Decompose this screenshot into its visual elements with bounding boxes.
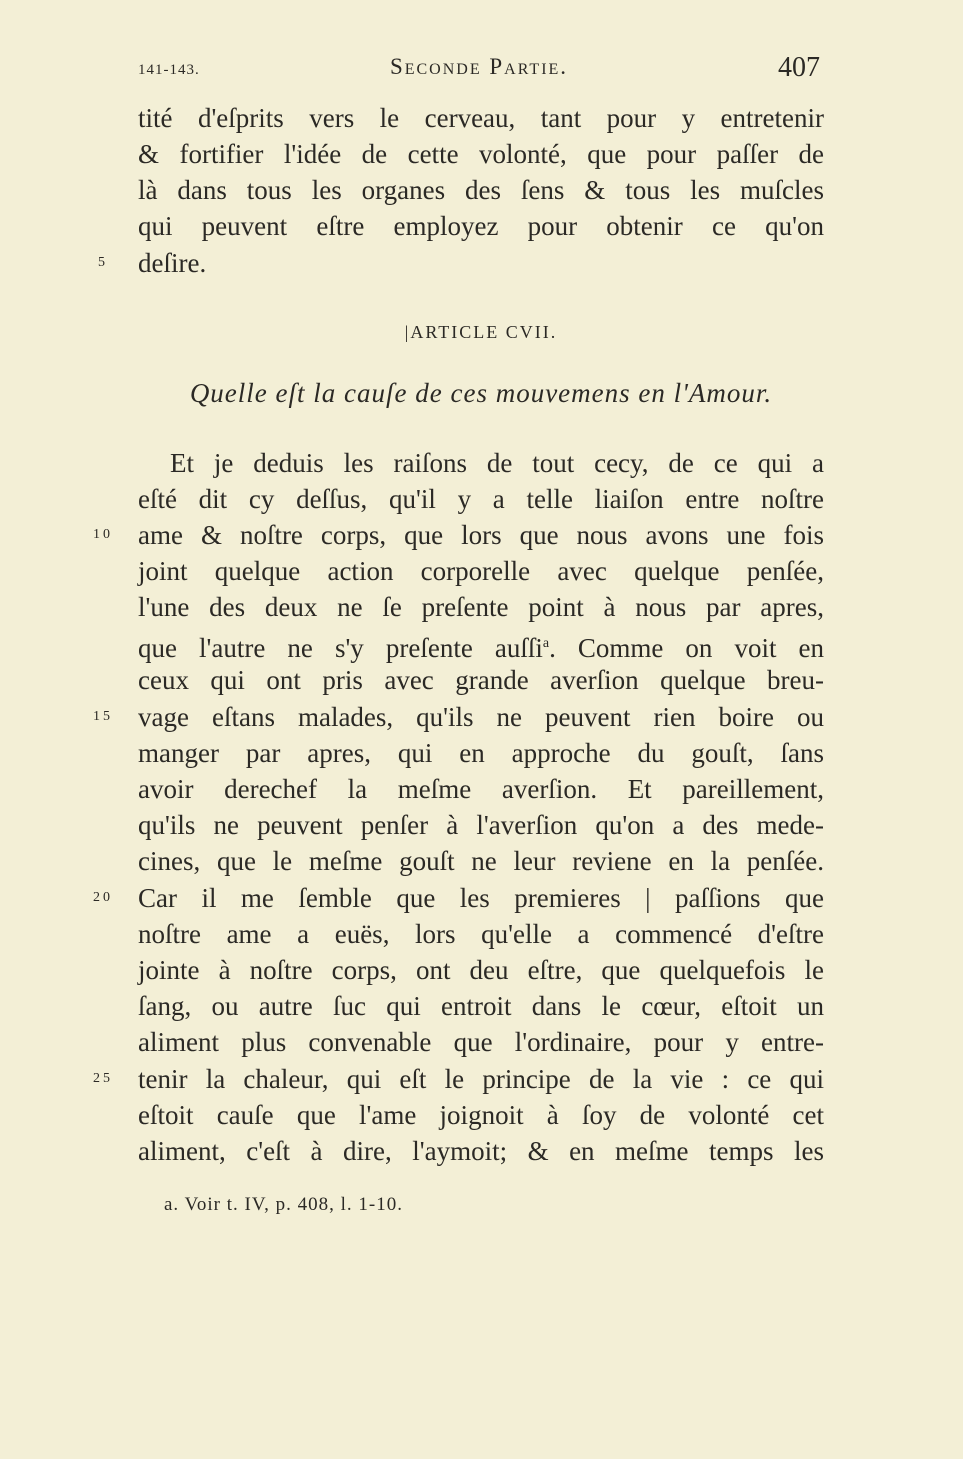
text-line: tité d'eſprits vers le cerveau, tant pour y entretenir bbox=[138, 103, 824, 133]
line-number: 25 bbox=[93, 1071, 113, 1086]
running-title: Seconde Partie. bbox=[389, 54, 569, 79]
text-line: Et je deduis les raiſons de tout cecy, de ce qui a bbox=[170, 448, 824, 478]
text-line: joint quelque action corporelle avec quelque penſée, bbox=[138, 556, 824, 586]
line-number: 20 bbox=[93, 890, 113, 905]
text-line: jointe à noſtre corps, ont deu eſtre, que quelquefois le bbox=[138, 955, 824, 985]
text-line: eſtoit cauſe que l'ame joignoit à ſoy de volonté cet bbox=[138, 1100, 824, 1130]
line-number: 15 bbox=[93, 709, 113, 724]
line-number: 10 bbox=[93, 527, 113, 542]
text-line: Car il me ſemble que les premieres | paſſions que bbox=[138, 883, 824, 913]
footnote: a. Voir t. IV, p. 408, l. 1-10. bbox=[164, 1194, 403, 1215]
running-head bbox=[138, 52, 820, 86]
text-line: qu'ils ne peuvent penſer à l'averſion qu'on a des mede- bbox=[138, 810, 824, 840]
text-line: noſtre ame a euës, lors qu'elle a commencé d'eſtre bbox=[138, 919, 824, 949]
article-heading: |ARTICLE CVII. bbox=[404, 322, 558, 342]
text-line: ceux qui ont pris avec grande averſion quelque breu- bbox=[138, 665, 824, 695]
text-line: cines, que le meſme gouſt ne leur reviene en la penſée. bbox=[138, 846, 824, 876]
line-number: 5 bbox=[98, 255, 108, 270]
text-line: tenir la chaleur, qui eſt le principe de la vie : ce qui bbox=[138, 1064, 824, 1094]
text-line: deſire. bbox=[138, 248, 207, 278]
text-line: eſté dit cy deſſus, qu'il y a telle liaiſon entre noſtre bbox=[138, 484, 824, 514]
text-line: manger par apres, qui en approche du gouſt, ſans bbox=[138, 738, 824, 768]
page-number: 407 bbox=[778, 52, 820, 83]
text-line bbox=[138, 626, 824, 662]
text-line: & fortifier l'idée de cette volonté, que pour paſſer de bbox=[138, 139, 824, 169]
article-subtitle: Quelle eſt la cauſe de ces mouvemens en l'Amour. bbox=[189, 378, 773, 408]
text-line: ſang, ou autre ſuc qui entroit dans le cœur, eſtoit un bbox=[138, 991, 824, 1021]
text-line: aliment plus convenable que l'ordinaire, pour y entre- bbox=[138, 1027, 824, 1057]
text-line: là dans tous les organes des ſens & tous les muſcles bbox=[138, 175, 824, 205]
text-line: l'une des deux ne ſe preſente point à nous par apres, bbox=[138, 592, 824, 622]
text-line: vage eſtans malades, qu'ils ne peuvent rien boire ou bbox=[138, 702, 824, 732]
text-line: avoir derechef la meſme averſion. Et pareillement, bbox=[138, 774, 824, 804]
text-line: qui peuvent eſtre employez pour obtenir ce qu'on bbox=[138, 211, 824, 241]
text-line: aliment, c'eſt à dire, l'aymoit; & en meſme temps les bbox=[138, 1136, 824, 1166]
line-text-head: que l'autre ne s'y preſente auſſi bbox=[138, 633, 543, 663]
footnote-reference[interactable]: a bbox=[542, 636, 550, 651]
page-range: 141-143. bbox=[138, 62, 200, 78]
text-line: ame & noſtre corps, que lors que nous avons une fois bbox=[138, 520, 824, 550]
line-text-tail: . Comme on voit en bbox=[549, 633, 824, 663]
